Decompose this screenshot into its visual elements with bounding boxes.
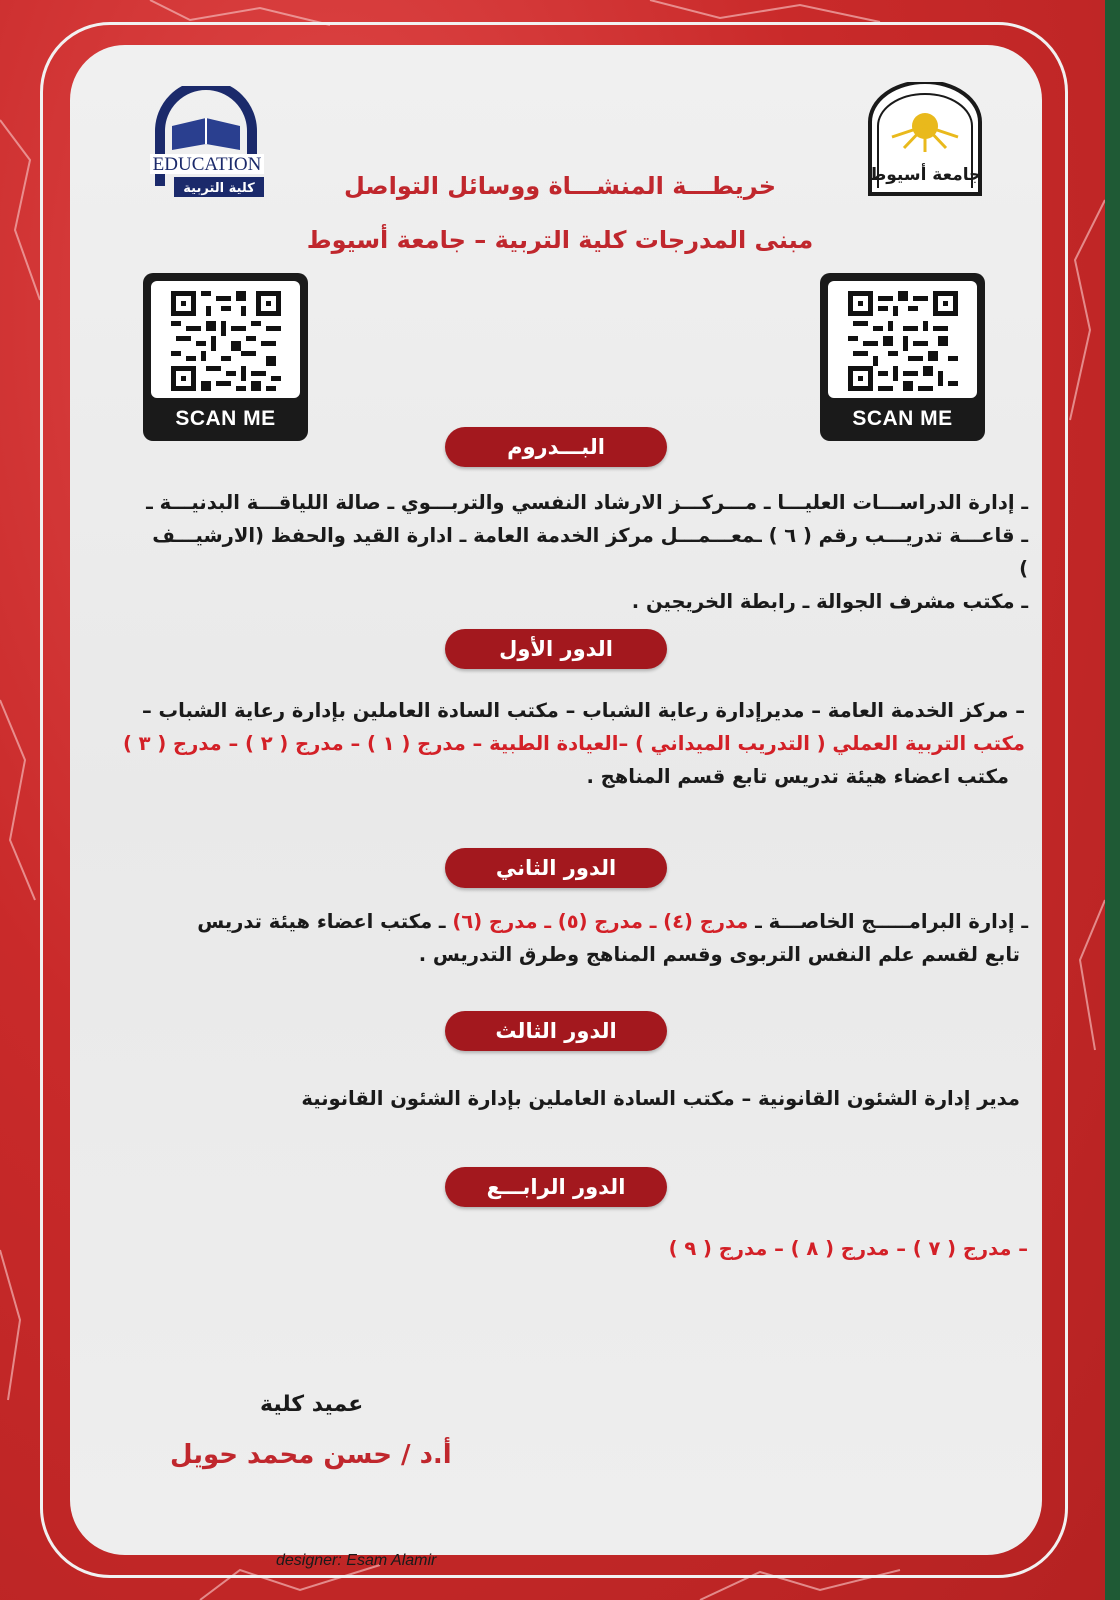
text-line — [92, 905, 1028, 938]
text-line: تابع لقسم علم النفس التربوى وقسم المناهج وطرق التدريس . — [418, 943, 1020, 966]
text-line: ـ قاعـــة تدريـــب رقم ( ٦ ) ـمعـــمـــل مركز الخدمة العامة ـ ادارة القيد والحفظ (الارشيـــف ) — [152, 524, 1028, 580]
signature-label: عميد كلية — [260, 1392, 364, 1417]
section-heading-fourth-floor: الدور الرابـــع — [445, 1167, 667, 1207]
qr-code-right[interactable] — [820, 273, 985, 441]
third-floor-text — [290, 1082, 1020, 1115]
basement-text — [140, 486, 1028, 618]
text-line-highlight: مكتب التربية العملي ( التدريب الميداني ) –العيادة الطبية – مدرج ( ١ ) – مدرج ( ٢ ) – مدرج ( ٣ ) — [122, 732, 1025, 755]
designer-credit: designer: Esam Alamir — [276, 1552, 437, 1569]
text-segment: ـ مكتب اعضاء هيئة تدريس — [197, 910, 453, 933]
text-line: ـ مكتب مشرف الجوالة ـ رابطة الخريجين . — [631, 590, 1028, 613]
section-heading-basement: البـــدروم — [445, 427, 667, 467]
logo-right-text: جامعة أسيوط — [868, 165, 982, 185]
text-line-highlight: – مدرج ( ٧ ) – مدرج ( ٨ ) – مدرج ( ٩ ) — [668, 1237, 1028, 1260]
text-segment-highlight: مدرج (٤) ـ مدرج (٥) ـ مدرج (٦) — [452, 910, 749, 933]
assiut-university-logo — [862, 82, 988, 200]
first-floor-text — [110, 694, 1025, 793]
scan-me-label: SCAN ME — [175, 407, 276, 430]
page-title: خريطـــة المنشـــاة ووسائل التواصل — [344, 172, 776, 200]
qr-pattern-icon — [848, 291, 958, 391]
qr-pattern-icon — [171, 291, 281, 391]
svg-text:EDUCATION: EDUCATION — [152, 154, 262, 175]
section-heading-second-floor: الدور الثاني — [445, 848, 667, 888]
section-heading-first-floor: الدور الأول — [445, 629, 667, 669]
faculty-of-education-logo — [138, 86, 274, 204]
second-floor-text — [92, 905, 1028, 971]
qr-code-left[interactable] — [143, 273, 308, 441]
text-segment: ـ إدارة البرامـــــج الخاصـــة ـ — [748, 910, 1028, 933]
logo-left-arabic: كلية التربية — [183, 181, 255, 196]
text-line: – مركز الخدمة العامة – مديرإدارة رعاية الشباب – مكتب السادة العاملين بإدارة رعاية الشباب – — [141, 699, 1025, 722]
text-line: ـ إدارة الدراســـات العليـــا ـ مـــركـــز الارشاد النفسي والتربـــوي ـ صالة اللياقـــة البدنيـــة ـ — [146, 491, 1028, 514]
scan-me-label: SCAN ME — [852, 407, 953, 430]
content-card — [70, 45, 1042, 1555]
signature-name: أ.د / حسن محمد حويل — [170, 1440, 452, 1470]
page-subtitle: مبنى المدرجات كلية التربية – جامعة أسيوط — [306, 226, 814, 254]
text-line: مدير إدارة الشئون القانونية – مكتب السادة العاملين بإدارة الشئون القانونية — [301, 1087, 1020, 1110]
text-line: مكتب اعضاء هيئة تدريس تابع قسم المناهج . — [586, 765, 1009, 788]
fourth-floor-text — [640, 1232, 1028, 1265]
section-heading-third-floor: الدور الثالث — [445, 1011, 667, 1051]
